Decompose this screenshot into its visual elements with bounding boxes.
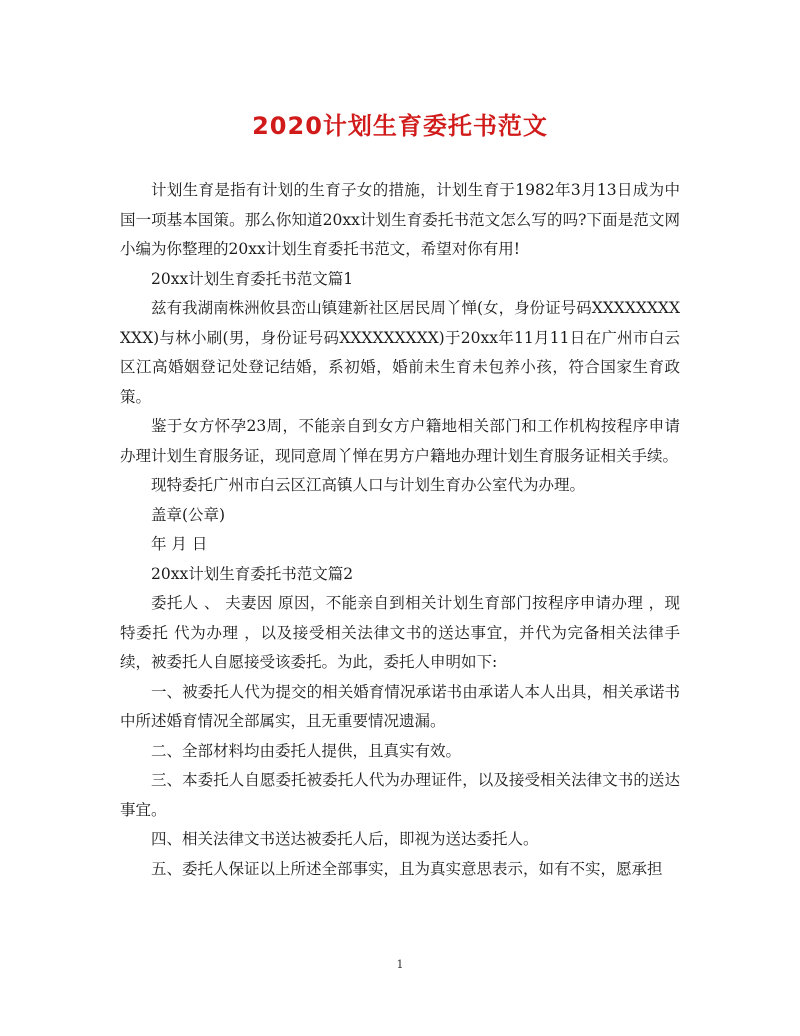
section-heading-1: 20xx计划生育委托书范文篇1 (151, 269, 354, 288)
document-body (120, 176, 680, 884)
seal-line: 盖章(公章) (151, 505, 226, 524)
paragraph: 兹有我湖南株洲攸县峦山镇建新社区居民周丫惮(女，身份证号码XXXXXXXXXXX)与林小刷(男，身份证号码XXXXXXXXX)于20xx年11月11日在广州市白云区江高婚姻登记处登记结婚，系初婚，婚前未生育未包养小孩，符合国家生育政策。 (120, 299, 680, 406)
document-title: 2020计划生育委托书范文 (252, 112, 548, 140)
intro-paragraph: 计划生育是指有计划的生育子女的措施，计划生育于1982年3月13日成为中国一项基本国策。那么你知道20xx计划生育委托书范文怎么写的吗?下面是范文网小编为你整理的20xx计划生育委托书范文，希望对你有用! (120, 181, 680, 258)
list-item: 五、委托人保证以上所述全部事实，且为真实意思表示，如有不实，愿承担 (151, 859, 663, 878)
date-line: 年 月 日 (151, 535, 208, 553)
list-item: 四、相关法律文书送达被委托人后，即视为送达委托人。 (151, 830, 539, 848)
paragraph: 委托人 、 夫妻因 原因，不能亲自到相关计划生育部门按程序申请办理 ，现特委托 代为办理 ，以及接受相关法律文书的送达事宜，并代为完备相关法律手续，被委托人自愿接受该委托。为此，委托人申明如下: (120, 594, 680, 671)
paragraph: 现特委托广州市白云区江高镇人口与计划生育办公室代为办理。 (151, 476, 586, 494)
list-item: 二、全部材料均由委托人提供，且真实有效。 (151, 741, 462, 760)
page-number: 1 (396, 958, 404, 971)
paragraph: 鉴于女方怀孕23周，不能亲自到女方户籍地相关部门和工作机构按程序申请办理计划生育服务证，现同意周丫惮在男方户籍地办理计划生育服务证相关手续。 (120, 417, 680, 465)
section-heading-2: 20xx计划生育委托书范文篇2 (151, 564, 354, 583)
list-item: 一、被委托人代为提交的相关婚育情况承诺书由承诺人本人出具，相关承诺书中所述婚育情况全部属实，且无重要情况遗漏。 (120, 682, 680, 730)
list-item: 三、本委托人自愿委托被委托人代为办理证件，以及接受相关法律文书的送达事宜。 (120, 771, 680, 819)
